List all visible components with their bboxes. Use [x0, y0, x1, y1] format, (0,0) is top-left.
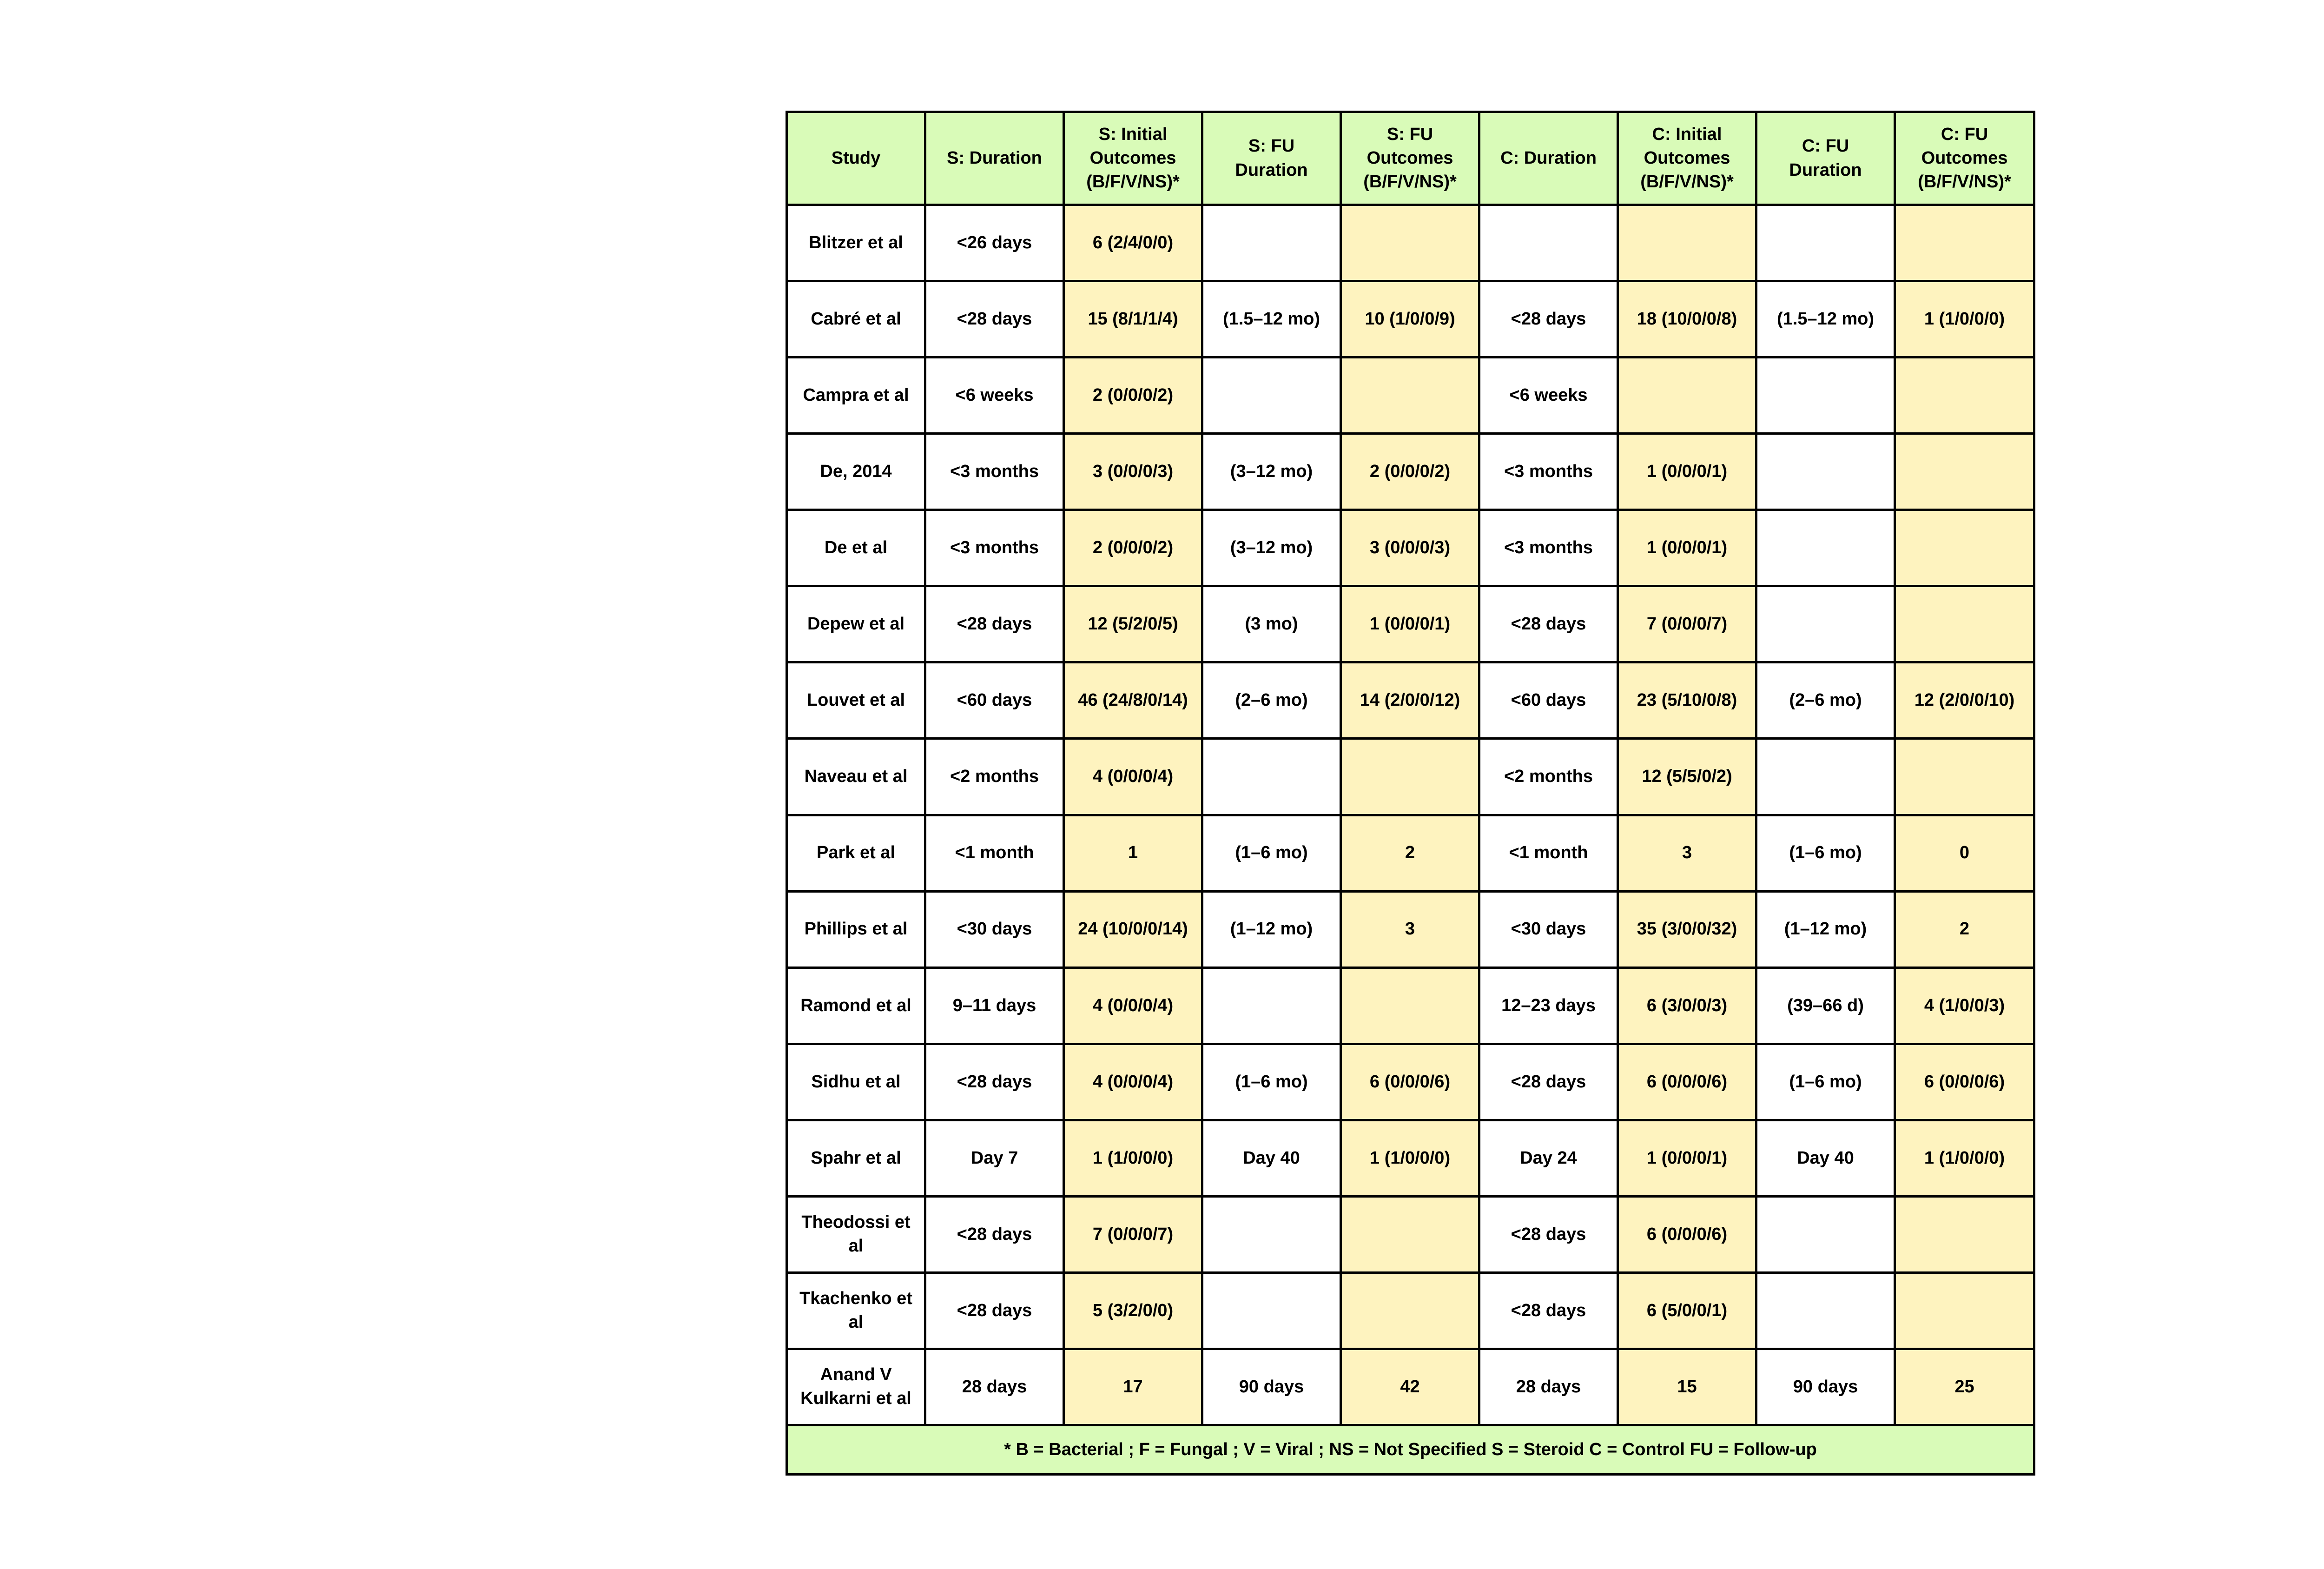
table-cell: 2 (0/0/0/2) [1064, 510, 1202, 586]
table-row [787, 357, 2034, 434]
table-cell: 3 [1618, 815, 1756, 891]
table-cell: (39–66 d) [1756, 967, 1895, 1044]
table-cell: (1–12 mo) [1202, 891, 1341, 967]
table-cell: <28 days [925, 1272, 1064, 1349]
table-cell [1895, 739, 2034, 815]
table-cell: <2 months [925, 739, 1064, 815]
table-cell [1756, 1272, 1895, 1349]
table-cell: <30 days [925, 891, 1064, 967]
table-cell: 5 (3/2/0/0) [1064, 1272, 1202, 1349]
table-cell: 7 (0/0/0/7) [1618, 586, 1756, 662]
table-cell [1895, 510, 2034, 586]
table-cell [1756, 586, 1895, 662]
study-name-cell: Ramond et al [787, 967, 925, 1044]
table-cell [1479, 205, 1618, 281]
table-body [787, 205, 2034, 1425]
study-name-cell: De, 2014 [787, 434, 925, 510]
table-cell: 1 (0/0/0/1) [1618, 510, 1756, 586]
table-row [787, 1272, 2034, 1349]
table-cell: 6 (0/0/0/6) [1618, 1196, 1756, 1272]
table-cell [1202, 967, 1341, 1044]
table-cell: 10 (1/0/0/9) [1341, 281, 1479, 357]
table-row [787, 1120, 2034, 1196]
table-cell: Day 24 [1479, 1120, 1618, 1196]
column-header: Study [787, 112, 925, 205]
table-cell: 25 [1895, 1349, 2034, 1425]
table-cell: 0 [1895, 815, 2034, 891]
table-cell: (3–12 mo) [1202, 510, 1341, 586]
table-cell: <6 weeks [925, 357, 1064, 434]
study-name-cell: Spahr et al [787, 1120, 925, 1196]
table-cell: 12 (2/0/0/10) [1895, 662, 2034, 739]
table-cell: <26 days [925, 205, 1064, 281]
table-cell: <28 days [1479, 281, 1618, 357]
footnote: * B = Bacterial ; F = Fungal ; V = Viral ; NS = Not Specified S = Steroid C = Control FU = Follow-up [787, 1425, 2034, 1475]
column-header: S: FU Duration [1202, 112, 1341, 205]
table-cell: 14 (2/0/0/12) [1341, 662, 1479, 739]
table-cell: 4 (1/0/0/3) [1895, 967, 2034, 1044]
table-cell: 6 (0/0/0/6) [1895, 1044, 2034, 1120]
table-cell: 15 [1618, 1349, 1756, 1425]
table-cell [1895, 434, 2034, 510]
table-cell: 9–11 days [925, 967, 1064, 1044]
table-cell: 2 [1895, 891, 2034, 967]
table-cell: (1.5–12 mo) [1202, 281, 1341, 357]
study-name-cell: Cabré et al [787, 281, 925, 357]
table-cell: <60 days [1479, 662, 1618, 739]
table-cell: (1–6 mo) [1756, 815, 1895, 891]
column-header: C: FU Outcomes (B/F/V/NS)* [1895, 112, 2034, 205]
table-cell: 3 (0/0/0/3) [1064, 434, 1202, 510]
table-cell: 6 (0/0/0/6) [1618, 1044, 1756, 1120]
table-header [787, 112, 2034, 205]
table-cell [1202, 205, 1341, 281]
table-cell [1341, 357, 1479, 434]
column-header: C: Duration [1479, 112, 1618, 205]
table-cell: 1 (1/0/0/0) [1064, 1120, 1202, 1196]
table-cell: <3 months [925, 510, 1064, 586]
table-cell: 1 (0/0/0/1) [1618, 434, 1756, 510]
study-name-cell: Campra et al [787, 357, 925, 434]
table-row [787, 510, 2034, 586]
column-header: S: Initial Outcomes (B/F/V/NS)* [1064, 112, 1202, 205]
footnote-row [787, 1425, 2034, 1475]
table-row [787, 1196, 2034, 1272]
table-cell: <60 days [925, 662, 1064, 739]
table-cell: <6 weeks [1479, 357, 1618, 434]
table-cell: (3–12 mo) [1202, 434, 1341, 510]
table-cell [1202, 1272, 1341, 1349]
table-cell: 4 (0/0/0/4) [1064, 739, 1202, 815]
table-cell [1756, 1196, 1895, 1272]
table-cell [1895, 205, 2034, 281]
table-cell: (1–6 mo) [1202, 815, 1341, 891]
table-cell: 1 (0/0/0/1) [1618, 1120, 1756, 1196]
table-cell: 12–23 days [1479, 967, 1618, 1044]
table-cell: 12 (5/5/0/2) [1618, 739, 1756, 815]
table-cell: <28 days [925, 1196, 1064, 1272]
study-name-cell: Tkachenko et al [787, 1272, 925, 1349]
table-cell: <1 month [925, 815, 1064, 891]
table-cell: 28 days [1479, 1349, 1618, 1425]
column-header: S: Duration [925, 112, 1064, 205]
table-cell: 23 (5/10/0/8) [1618, 662, 1756, 739]
study-name-cell: Louvet et al [787, 662, 925, 739]
study-outcomes-table [786, 111, 2035, 1476]
table-cell: 90 days [1756, 1349, 1895, 1425]
table-row [787, 1044, 2034, 1120]
study-name-cell: Blitzer et al [787, 205, 925, 281]
table-row [787, 586, 2034, 662]
table-cell: <3 months [1479, 434, 1618, 510]
table-row [787, 815, 2034, 891]
table-cell: <28 days [1479, 1272, 1618, 1349]
table-cell: <2 months [1479, 739, 1618, 815]
table-cell: Day 40 [1202, 1120, 1341, 1196]
table-cell [1756, 739, 1895, 815]
column-header: C: FU Duration [1756, 112, 1895, 205]
table-row [787, 967, 2034, 1044]
table-cell [1618, 357, 1756, 434]
table-cell: 12 (5/2/0/5) [1064, 586, 1202, 662]
table-cell: <28 days [925, 1044, 1064, 1120]
table-row [787, 434, 2034, 510]
table-row [787, 205, 2034, 281]
table-cell: <28 days [1479, 1044, 1618, 1120]
table-cell: 46 (24/8/0/14) [1064, 662, 1202, 739]
table-cell: 6 (2/4/0/0) [1064, 205, 1202, 281]
table-footer [787, 1425, 2034, 1475]
table-cell: (1.5–12 mo) [1756, 281, 1895, 357]
table-cell [1341, 967, 1479, 1044]
table-cell [1202, 357, 1341, 434]
table-cell: 6 (0/0/0/6) [1341, 1044, 1479, 1120]
table-cell: 42 [1341, 1349, 1479, 1425]
table-cell: <28 days [1479, 1196, 1618, 1272]
study-name-cell: Sidhu et al [787, 1044, 925, 1120]
table-cell: 7 (0/0/0/7) [1064, 1196, 1202, 1272]
table-cell: 6 (3/0/0/3) [1618, 967, 1756, 1044]
table-cell: 4 (0/0/0/4) [1064, 967, 1202, 1044]
study-name-cell: Theodossi et al [787, 1196, 925, 1272]
table-cell: (2–6 mo) [1756, 662, 1895, 739]
table-cell: (3 mo) [1202, 586, 1341, 662]
table-cell: 3 (0/0/0/3) [1341, 510, 1479, 586]
table-row [787, 281, 2034, 357]
table-cell: <30 days [1479, 891, 1618, 967]
table-cell: (1–6 mo) [1202, 1044, 1341, 1120]
table-cell: (2–6 mo) [1202, 662, 1341, 739]
table-cell: <28 days [925, 586, 1064, 662]
table-row [787, 891, 2034, 967]
table-cell: 3 [1341, 891, 1479, 967]
table-cell: 1 (1/0/0/0) [1895, 281, 2034, 357]
table-cell: 15 (8/1/1/4) [1064, 281, 1202, 357]
study-name-cell: De et al [787, 510, 925, 586]
table-cell [1756, 205, 1895, 281]
table-cell [1895, 1272, 2034, 1349]
table-cell: 4 (0/0/0/4) [1064, 1044, 1202, 1120]
table-cell: Day 40 [1756, 1120, 1895, 1196]
table-cell: 1 [1064, 815, 1202, 891]
table-cell: 1 (1/0/0/0) [1341, 1120, 1479, 1196]
table-cell: 2 [1341, 815, 1479, 891]
study-name-cell: Naveau et al [787, 739, 925, 815]
table-cell: 18 (10/0/0/8) [1618, 281, 1756, 357]
table-cell: 1 (0/0/0/1) [1341, 586, 1479, 662]
table-cell: <28 days [925, 281, 1064, 357]
table-cell: <3 months [1479, 510, 1618, 586]
table-cell: Day 7 [925, 1120, 1064, 1196]
table-cell [1618, 205, 1756, 281]
table-cell [1895, 1196, 2034, 1272]
table-cell: 90 days [1202, 1349, 1341, 1425]
table-cell: 17 [1064, 1349, 1202, 1425]
header-row [787, 112, 2034, 205]
table-row [787, 662, 2034, 739]
table-cell [1341, 1272, 1479, 1349]
column-header: C: Initial Outcomes (B/F/V/NS)* [1618, 112, 1756, 205]
table-cell: 6 (5/0/0/1) [1618, 1272, 1756, 1349]
table-cell [1895, 586, 2034, 662]
study-name-cell: Park et al [787, 815, 925, 891]
table-cell [1341, 205, 1479, 281]
table-cell: <3 months [925, 434, 1064, 510]
column-header: S: FU Outcomes (B/F/V/NS)* [1341, 112, 1479, 205]
table-cell [1756, 510, 1895, 586]
study-name-cell: Phillips et al [787, 891, 925, 967]
study-name-cell: Anand V Kulkarni et al [787, 1349, 925, 1425]
table-cell [1202, 739, 1341, 815]
table-cell: 2 (0/0/0/2) [1341, 434, 1479, 510]
table-cell: <28 days [1479, 586, 1618, 662]
table-cell: <1 month [1479, 815, 1618, 891]
table-cell: 28 days [925, 1349, 1064, 1425]
table-row [787, 1349, 2034, 1425]
table-cell [1895, 357, 2034, 434]
table-cell: (1–12 mo) [1756, 891, 1895, 967]
table-cell [1341, 1196, 1479, 1272]
table-cell: 1 (1/0/0/0) [1895, 1120, 2034, 1196]
table-cell: (1–6 mo) [1756, 1044, 1895, 1120]
study-name-cell: Depew et al [787, 586, 925, 662]
table-cell [1202, 1196, 1341, 1272]
table-cell: 24 (10/0/0/14) [1064, 891, 1202, 967]
table-row [787, 739, 2034, 815]
table-cell [1756, 357, 1895, 434]
table-cell [1341, 739, 1479, 815]
table-cell: 2 (0/0/0/2) [1064, 357, 1202, 434]
table-cell: 35 (3/0/0/32) [1618, 891, 1756, 967]
table-cell [1756, 434, 1895, 510]
